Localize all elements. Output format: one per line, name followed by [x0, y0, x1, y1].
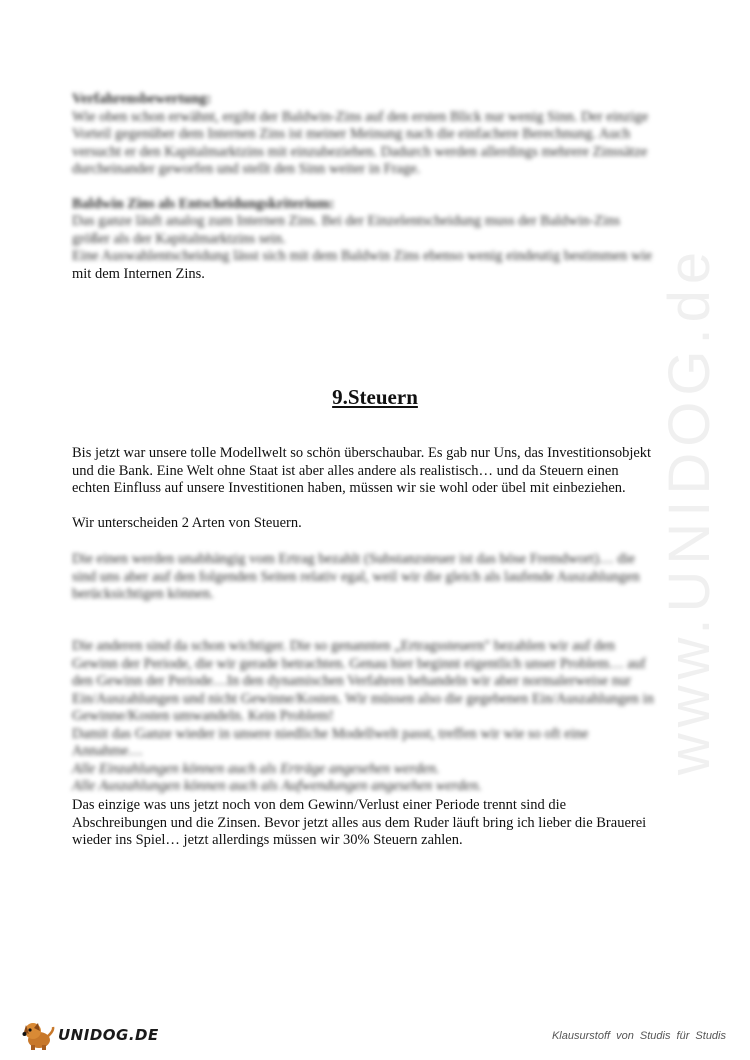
subheading-verfahrensbewertung: Verfahrensbewertung: [72, 91, 212, 107]
text-line: Gewinn der Periode, die wir gerade betrachten. Genau hier beginnt eigentlich unser Problem… auf [72, 655, 646, 672]
text-line-italic: Alle Auszahlungen können auch als Aufwendungen angesehen werden. [72, 778, 482, 794]
text-line: wieder ins Spiel… jetzt allerdings müssen wir 30% Steuern zahlen. [72, 832, 463, 848]
blurred-paragraph-a [72, 551, 682, 604]
text-line: sind uns aber auf den folgenden Seiten relativ egal, weil wir die gleich als laufende Auszahlungen [72, 568, 640, 585]
intro-visible-line: mit dem Internen Zins. [72, 265, 205, 282]
text-line: Gewinne/Kosten umwandeln. Kein Problem! [72, 708, 334, 724]
text-line: Eine Auswahlentscheidung lässt sich mit dem Baldwin Zins ebenso wenig eindeutig bestimmen wie [72, 248, 652, 264]
closing-paragraph [72, 797, 682, 850]
text-line: Ein/Auszahlungen und nicht Gewinne/Kosten. Wir müssen also die gegebenen Ein/Auszahlungen in [72, 690, 654, 707]
section-title: 9.Steuern [332, 385, 418, 409]
watermark-text: www.UNIDOG.de [657, 245, 723, 775]
text-line: Das ganze läuft analog zum Internen Zins. Bei der Einzelentscheidung muss der Baldwin-Zins [72, 213, 621, 229]
footer-tagline: Klausurstoff von Studis für Studis [551, 1030, 726, 1042]
logo-text: UNIDOG.DE [58, 1026, 159, 1044]
text-line: und die Bank. Eine Welt ohne Staat ist aber alles andere als realistisch… und da Steuern einen [72, 462, 619, 479]
text-line: Damit das Ganze wieder in unsere niedliche Modellwelt passt, treffen wir wie so oft eine [72, 725, 589, 742]
text-line: Die einen werden unabhängig vom Ertrag bezahlt (Substanzsteuer ist das böse Fremdwort)… die [72, 551, 635, 567]
text-line: Die anderen sind da schon wichtiger. Die so genannten „Ertragssteuern" bezahlen wir auf den [72, 638, 616, 654]
intro-blurred [72, 91, 682, 266]
text-line: berücksichtigen können. [72, 586, 214, 602]
text-line: Das einzige was uns jetzt noch von dem Gewinn/Verlust einer Periode trennt sind die [72, 797, 567, 813]
unidog-logo [20, 1018, 159, 1052]
subheading-baldwin-zins: Baldwin Zins als Entscheidungskriterium: [72, 195, 335, 212]
text-line: Bis jetzt war unsere tolle Modellwelt so schön überschaubar. Es gab nur Uns, das Investitionsobjekt [72, 445, 652, 461]
dog-mascot-icon [20, 1019, 56, 1051]
text-line: echten Einfluss auf unsere Investitionen haben, müssen wir sie wohl oder übel mit einbeziehen. [72, 480, 626, 496]
text-line-italic: Alle Einzahlungen können auch als Erträge angesehen werden. [72, 760, 440, 777]
text-line: Wie oben schon erwähnt, ergibt der Baldwin-Zins auf den ersten Blick nur wenig Sinn. Der einzige [72, 108, 649, 125]
text-line: versucht er den Kapitalmarktzins mit einzubeziehen. Dadurch werden allerdings mehrere Zinssätze [72, 143, 648, 160]
body-line-steuerarten [72, 515, 682, 533]
text-line: Abschreibungen und die Zinsen. Bevor jetzt alles aus dem Ruder läuft bring ich lieber die Brauerei [72, 814, 647, 831]
text-line: durcheinander geworfen und stellt den Sinn weiter in Frage. [72, 161, 421, 177]
text-line: Annahme… [72, 743, 143, 759]
intro-section [72, 91, 682, 283]
blurred-paragraph-b [72, 638, 682, 796]
text-line: Vorteil gegenüber dem Internen Zins ist meiner Meinung nach die einfachere Berechnung. Auch [72, 126, 631, 142]
text-line: Wir unterscheiden 2 Arten von Steuern. [72, 515, 302, 531]
body-paragraph [72, 445, 682, 498]
text-line: den Gewinn der Periode…In den dynamischen Verfahren behandeln wir aber normalerweise nur [72, 673, 631, 689]
text-line: größer als der Kapitalmarktzins sein. [72, 230, 286, 247]
